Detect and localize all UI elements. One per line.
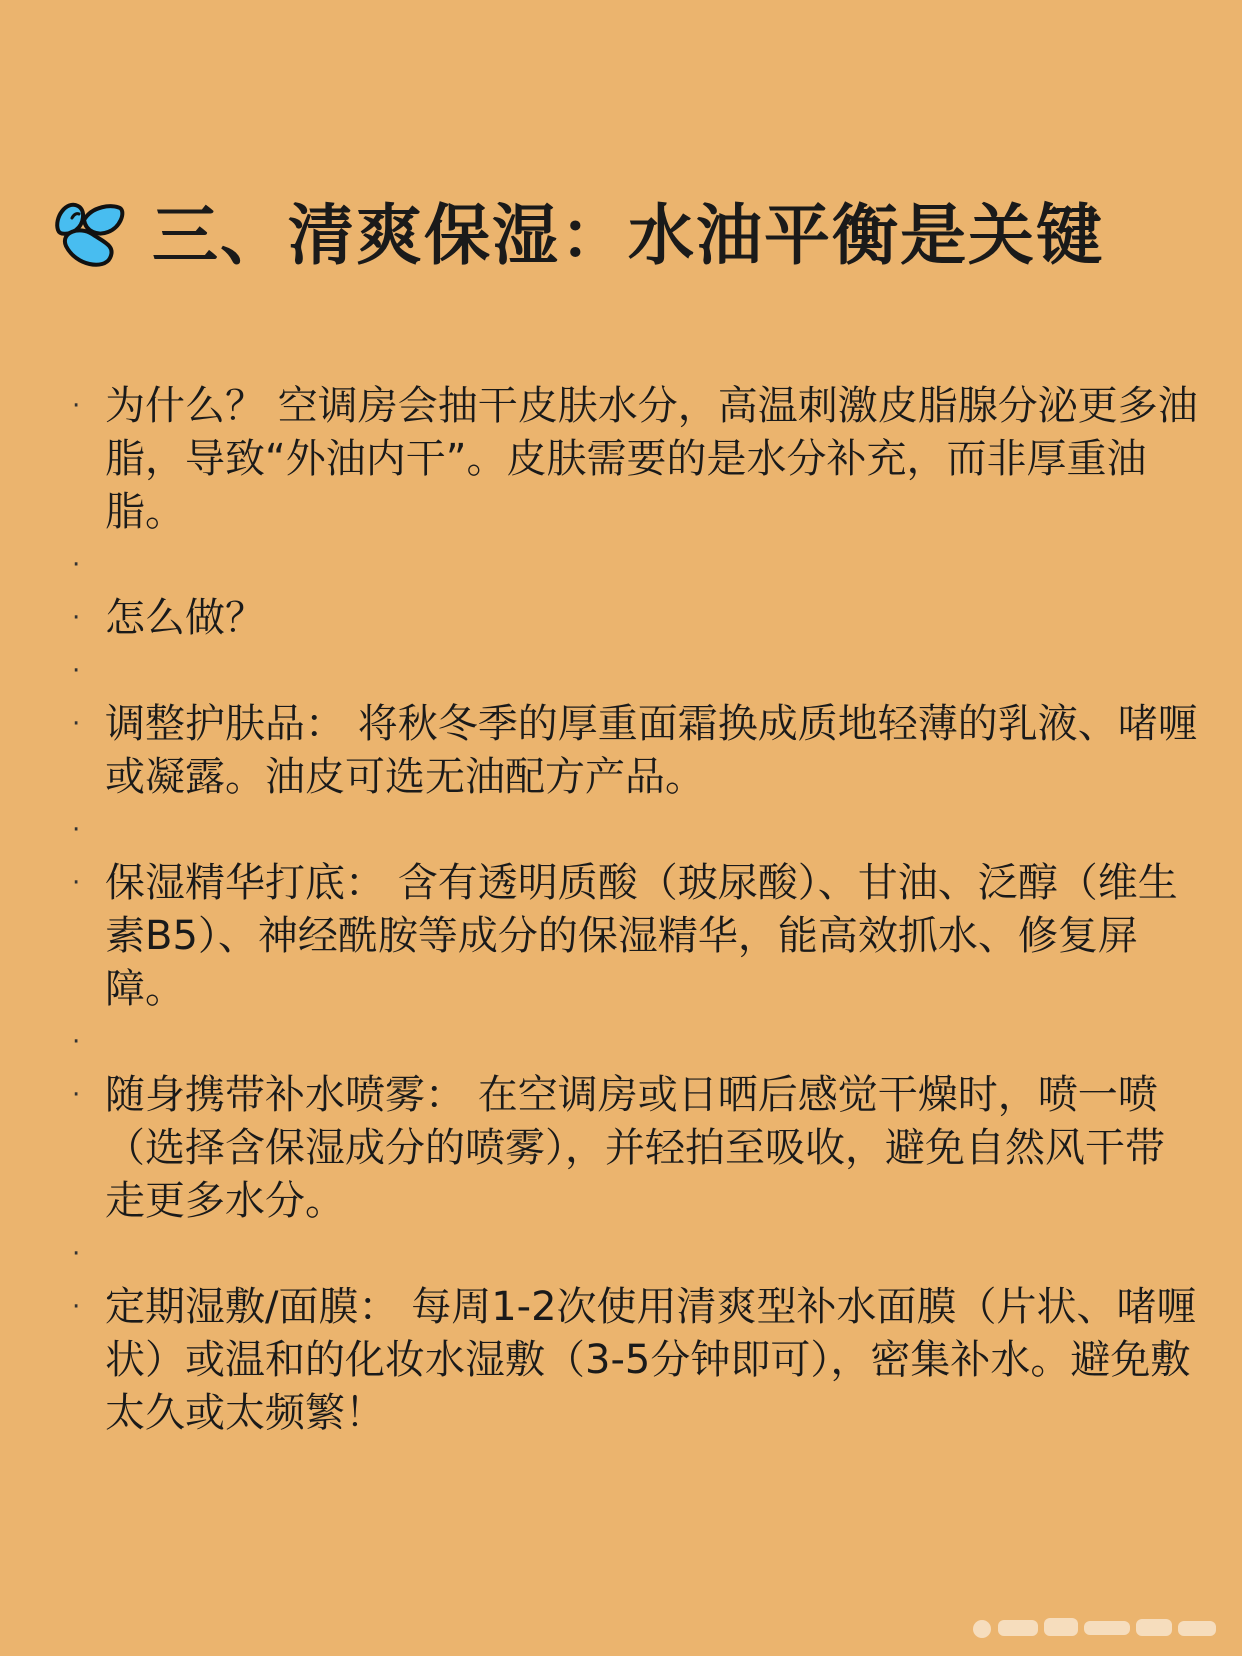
- list-item-text: 为什么？ 空调房会抽干皮肤水分，高温刺激皮脂腺分泌更多油脂，导致“外油内干”。皮肤需要的是水分补充，而非厚重油脂。: [105, 383, 1198, 535]
- watermark: [970, 1612, 1220, 1642]
- bullet: ·: [72, 550, 81, 580]
- list-item-text: 保湿精华打底： 含有透明质酸（玻尿酸）、甘油、泛醇（维生素B5）、神经酰胺等成分的保湿精华，能高效抓水、修复屏障。: [105, 860, 1178, 1012]
- list-item-text: [105, 804, 1200, 857]
- section-header: [50, 196, 1104, 276]
- list-item-text: 怎么做？: [105, 595, 265, 641]
- bullet: ·: [72, 709, 81, 739]
- list-item: [70, 592, 1200, 645]
- list-item-text: [105, 1228, 1200, 1281]
- bullet: ·: [72, 815, 81, 845]
- list-item: [70, 804, 1200, 857]
- list-item-text: [105, 539, 1200, 592]
- content-list: [70, 380, 1200, 1440]
- list-item: [70, 857, 1200, 1016]
- water-drops-icon: [50, 196, 130, 276]
- bullet: ·: [72, 1027, 81, 1057]
- bullet: ·: [72, 1080, 81, 1110]
- list-item: [70, 698, 1200, 804]
- bullet: ·: [72, 868, 81, 898]
- list-item: [70, 1069, 1200, 1228]
- bullet: ·: [72, 603, 81, 633]
- list-item: [70, 1228, 1200, 1281]
- bullet: ·: [72, 656, 81, 686]
- list-item-text: 定期湿敷/面膜： 每周1-2次使用清爽型补水面膜（片状、啫喱状）或温和的化妆水湿敷（3-5分钟即可），密集补水。避免敷太久或太频繁！: [105, 1284, 1197, 1436]
- bullet: ·: [72, 391, 81, 421]
- list-item-text: 调整护肤品： 将秋冬季的厚重面霜换成质地轻薄的乳液、啫喱或凝露。油皮可选无油配方产品。: [105, 701, 1198, 800]
- bullet: ·: [72, 1239, 81, 1269]
- page-title: 三、清爽保湿：水油平衡是关键: [152, 197, 1104, 274]
- list-item: [70, 539, 1200, 592]
- list-item: [70, 380, 1200, 539]
- list-item-text: 随身携带补水喷雾： 在空调房或日晒后感觉干燥时，喷一喷（选择含保湿成分的喷雾），并轻拍至吸收，避免自然风干带走更多水分。: [105, 1072, 1165, 1224]
- bullet: ·: [72, 1292, 81, 1322]
- list-item-text: [105, 645, 1200, 698]
- list-item: [70, 645, 1200, 698]
- list-item-text: [105, 1016, 1200, 1069]
- list-item: [70, 1281, 1200, 1440]
- list-item: [70, 1016, 1200, 1069]
